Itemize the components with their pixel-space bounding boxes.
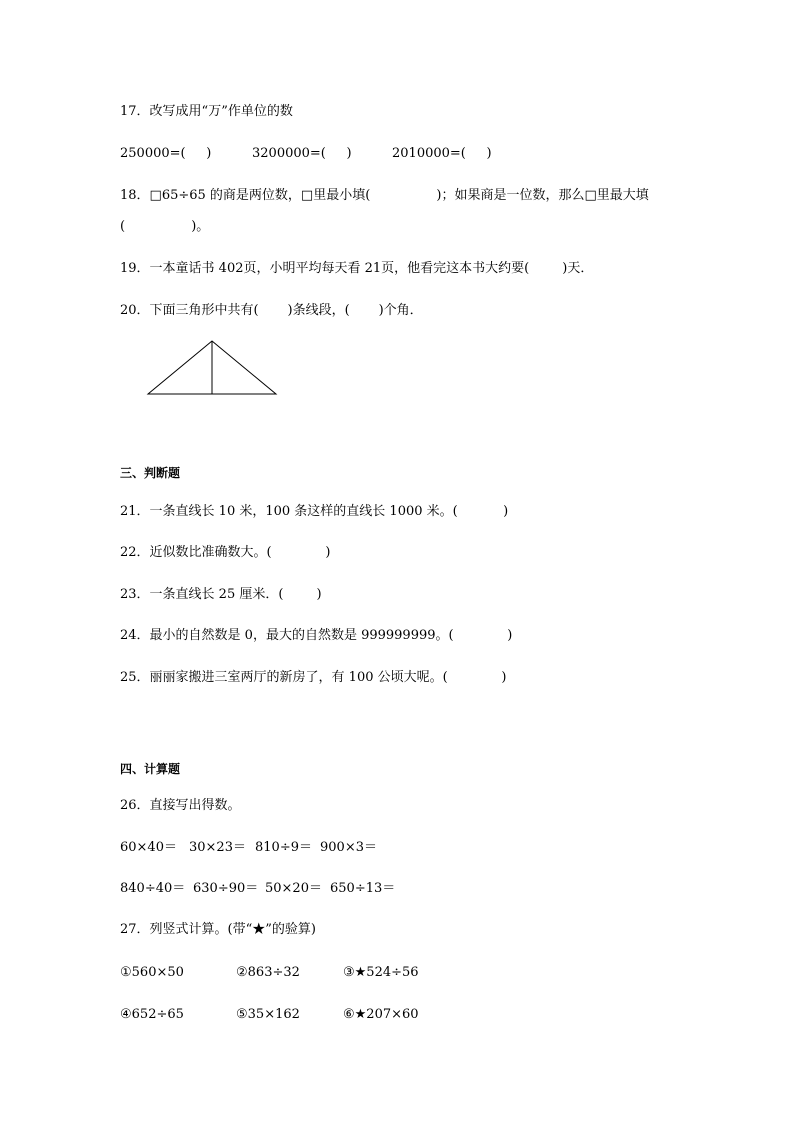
question-20: 20．下面三角形中共有( )条线段，( )个角．	[120, 303, 423, 318]
question-18-line-2: ( )。	[120, 219, 210, 234]
question-25: 25．丽丽家搬进三室两厅的新房了，有 100 公顷大呢。( )	[120, 670, 507, 685]
triangle-figure	[146, 339, 280, 397]
q27-expr: ③★524÷56	[343, 965, 419, 980]
q27-expr: ②863÷32	[236, 965, 300, 980]
question-18-line-1: 18．□65÷65 的商是两位数，□里最小填( )；如果商是一位数，那么□里最大填	[120, 188, 649, 203]
q27-expr: ④652÷65	[120, 1007, 184, 1022]
q26-expr: 630÷90＝	[193, 881, 259, 896]
question-19: 19．一本童话书 402页，小明平均每天看 21页，他看完这本书大约要( )天．	[120, 261, 594, 276]
section-4-heading: 四、计算题	[120, 762, 181, 776]
q26-expr: 810÷9＝	[255, 840, 312, 855]
question-21: 21．一条直线长 10 米，100 条这样的直线长 1000 米。( )	[120, 504, 509, 519]
q26-expr: 60×40＝	[120, 840, 177, 855]
question-17-title: 17．改写成用“万”作单位的数	[120, 104, 293, 119]
q26-expr: 30×23＝	[189, 840, 246, 855]
q26-expr: 50×20＝	[265, 881, 322, 896]
q17-item-2: 3200000=( )	[252, 146, 352, 161]
q26-expr: 900×3＝	[320, 840, 377, 855]
q27-expr: ⑤35×162	[236, 1007, 300, 1022]
q27-expr: ①560×50	[120, 965, 184, 980]
q17-item-1: 250000=( )	[120, 146, 212, 161]
q27-expr: ⑥★207×60	[343, 1007, 419, 1022]
question-27-title: 27．列竖式计算。(带“★”的验算)	[120, 922, 316, 937]
q26-expr: 650÷13＝	[330, 881, 396, 896]
question-26-title: 26．直接写出得数。	[120, 798, 241, 813]
question-23: 23．一条直线长 25 厘米．( )	[120, 587, 322, 602]
section-3-heading: 三、判断题	[120, 466, 181, 480]
question-24: 24．最小的自然数是 0，最大的自然数是 999999999。( )	[120, 628, 513, 643]
q26-expr: 840÷40＝	[120, 881, 186, 896]
q17-item-3: 2010000=( )	[392, 146, 492, 161]
question-22: 22．近似数比准确数大。( )	[120, 545, 331, 560]
